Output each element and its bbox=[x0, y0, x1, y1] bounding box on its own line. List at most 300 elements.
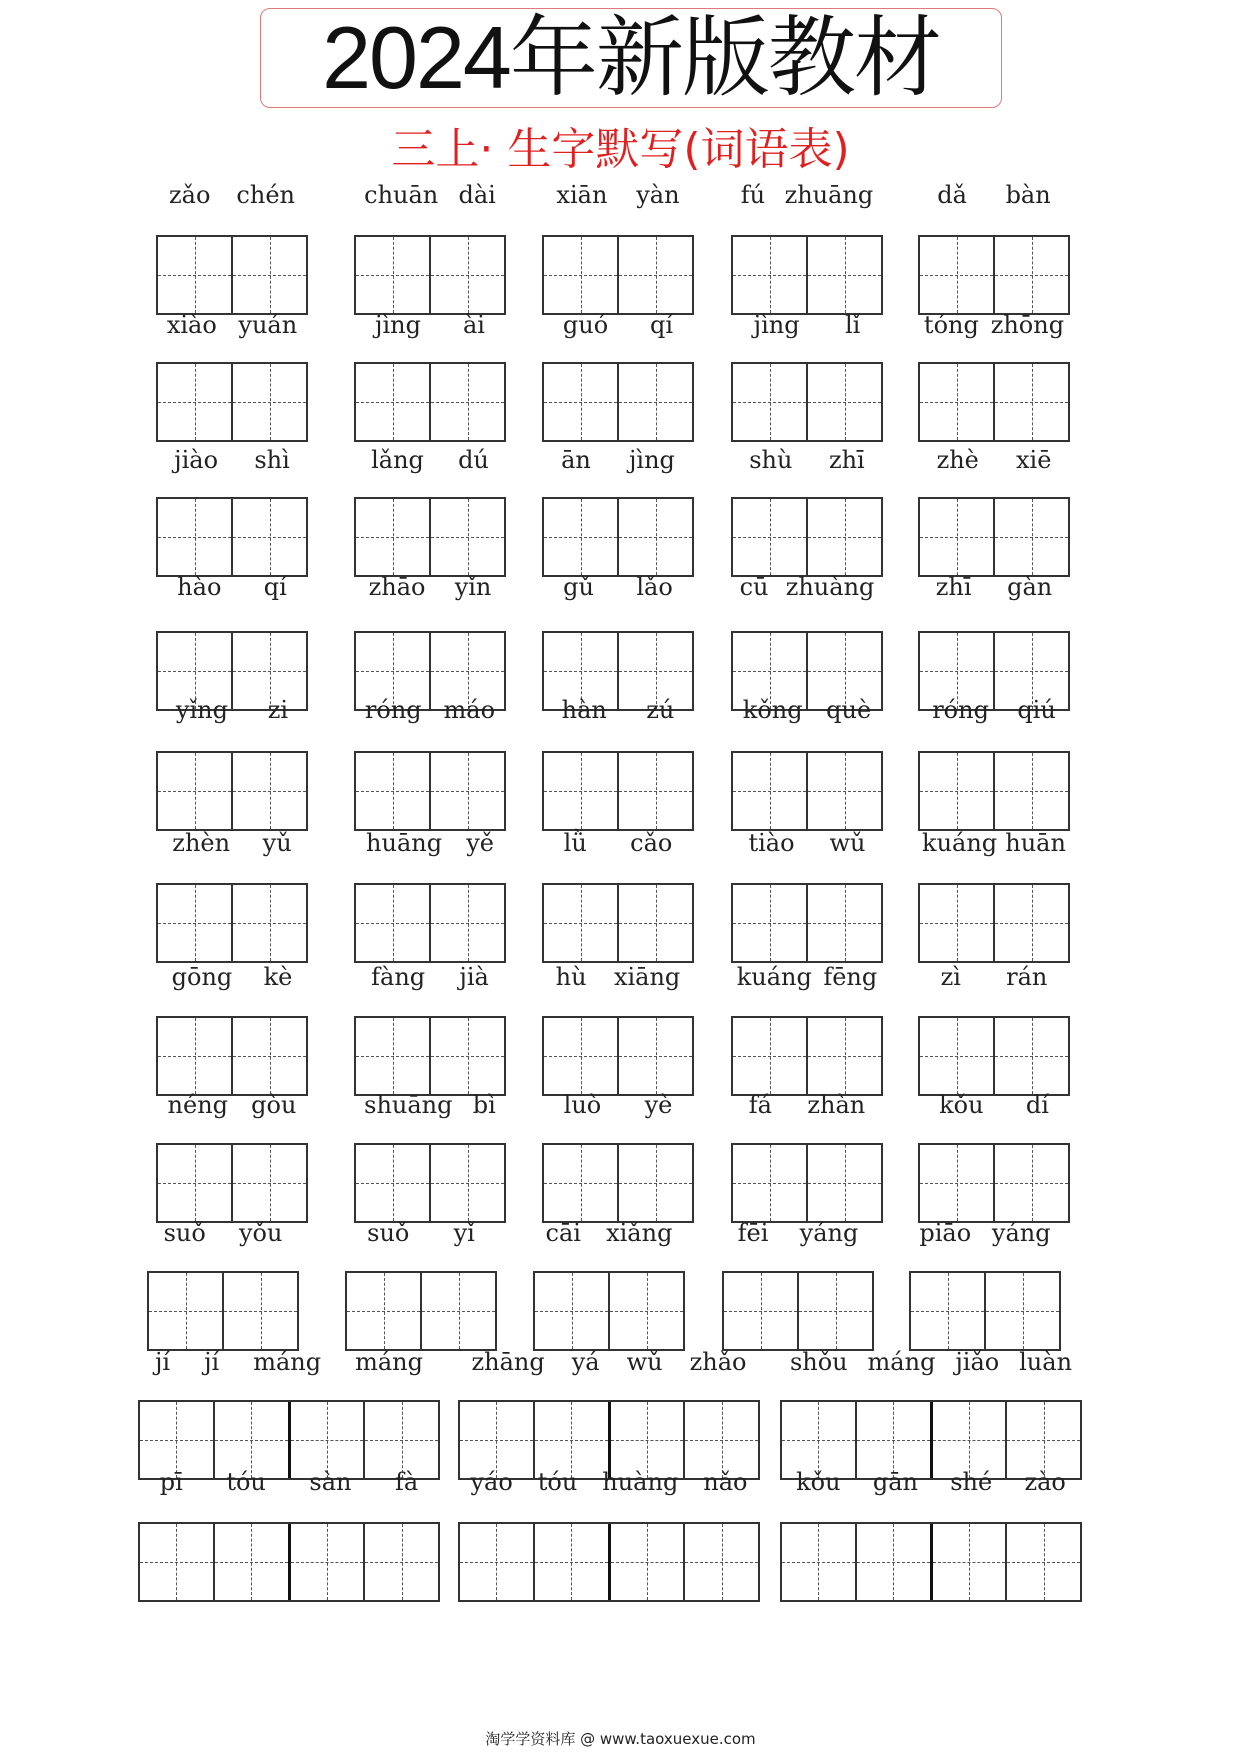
tianzige-cell[interactable] bbox=[158, 1018, 233, 1094]
pinyin-label bbox=[780, 1467, 1082, 1497]
tianzige-cell[interactable] bbox=[733, 753, 808, 829]
pinyin-syllable: tóu bbox=[537, 1468, 578, 1496]
writing-grid bbox=[909, 1271, 1061, 1351]
tianzige-cell[interactable] bbox=[995, 753, 1068, 829]
tianzige-cell[interactable] bbox=[619, 237, 692, 313]
tianzige-cell[interactable] bbox=[215, 1524, 291, 1600]
pinyin-syllable: yáo bbox=[470, 1468, 513, 1496]
pinyin-syllable: guó bbox=[562, 311, 609, 339]
writing-grid bbox=[156, 1016, 308, 1096]
pinyin-syllable: máng bbox=[253, 1348, 322, 1376]
pinyin-syllable: gān bbox=[872, 1468, 918, 1496]
pinyin-syllable: luàn bbox=[1019, 1348, 1073, 1376]
pinyin-syllable: kè bbox=[263, 963, 293, 991]
pinyin-syllable: yáng bbox=[799, 1219, 859, 1247]
pinyin-label bbox=[542, 310, 694, 340]
tianzige-cell[interactable] bbox=[233, 364, 306, 440]
tianzige-cell[interactable] bbox=[356, 237, 431, 313]
pinyin-syllable: zhōng bbox=[990, 311, 1065, 339]
tianzige-cell[interactable] bbox=[808, 1145, 881, 1221]
pinyin-syllable: máo bbox=[443, 696, 496, 724]
pinyin-syllable: dú bbox=[458, 446, 489, 474]
pinyin-syllable: gǔ bbox=[563, 573, 594, 601]
tianzige-cell[interactable] bbox=[619, 1018, 692, 1094]
tianzige-cell[interactable] bbox=[808, 364, 881, 440]
tianzige-cell[interactable] bbox=[431, 753, 504, 829]
writing-grid bbox=[354, 235, 506, 315]
pinyin-syllable: què bbox=[826, 696, 872, 724]
pinyin-syllable: ān bbox=[561, 446, 591, 474]
writing-grid bbox=[156, 497, 308, 577]
tianzige-cell[interactable] bbox=[291, 1524, 366, 1600]
pinyin-syllable: luò bbox=[563, 1091, 602, 1119]
writing-grid bbox=[533, 1271, 685, 1351]
pinyin-label bbox=[731, 572, 883, 602]
pinyin-label bbox=[156, 572, 308, 602]
pinyin-syllable: zào bbox=[1024, 1468, 1066, 1496]
pinyin-syllable: shǒu bbox=[789, 1348, 848, 1376]
pinyin-syllable: jí bbox=[204, 1348, 220, 1376]
pinyin-label bbox=[354, 445, 506, 475]
writing-grid bbox=[731, 883, 883, 963]
writing-grid bbox=[731, 235, 883, 315]
tianzige-cell[interactable] bbox=[782, 1524, 857, 1600]
pinyin-label bbox=[156, 180, 308, 210]
writing-grid bbox=[345, 1271, 497, 1351]
pinyin-syllable: jià bbox=[459, 963, 489, 991]
pinyin-label bbox=[731, 962, 883, 992]
pinyin-label bbox=[533, 1218, 685, 1248]
pinyin-syllable: jìng bbox=[628, 446, 675, 474]
pinyin-syllable: bì bbox=[472, 1091, 496, 1119]
pinyin-label bbox=[731, 445, 883, 475]
pinyin-syllable: máng bbox=[867, 1348, 936, 1376]
tianzige-cell[interactable] bbox=[799, 1273, 872, 1349]
tianzige-cell[interactable] bbox=[920, 364, 995, 440]
pinyin-syllable: lǐ bbox=[844, 311, 861, 339]
pinyin-syllable: yǐ bbox=[453, 1219, 475, 1247]
writing-grid bbox=[354, 751, 506, 831]
title-frame bbox=[260, 8, 1002, 108]
tianzige-cell[interactable] bbox=[685, 1524, 758, 1600]
tianzige-cell[interactable] bbox=[140, 1524, 215, 1600]
pinyin-syllable: lǜ bbox=[563, 829, 587, 857]
tianzige-cell[interactable] bbox=[1007, 1524, 1080, 1600]
pinyin-syllable: yàn bbox=[636, 181, 680, 209]
writing-grid bbox=[918, 362, 1070, 442]
tianzige-cell[interactable] bbox=[733, 885, 808, 961]
writing-grid bbox=[731, 751, 883, 831]
pinyin-syllable: yǔ bbox=[262, 829, 292, 857]
tianzige-cell[interactable] bbox=[149, 1273, 224, 1349]
pinyin-syllable: nǎo bbox=[703, 1468, 748, 1496]
tianzige-cell[interactable] bbox=[995, 364, 1068, 440]
tianzige-cell[interactable] bbox=[808, 753, 881, 829]
pinyin-label bbox=[542, 572, 694, 602]
writing-grid bbox=[731, 362, 883, 442]
footer-credit: 淘学学资料库 @ www.taoxuexue.com bbox=[485, 1730, 756, 1748]
pinyin-syllable: yǐng bbox=[175, 696, 228, 724]
writing-grid bbox=[542, 751, 694, 831]
tianzige-cell[interactable] bbox=[158, 364, 233, 440]
pinyin-syllable: shé bbox=[950, 1468, 993, 1496]
tianzige-cell[interactable] bbox=[233, 499, 306, 575]
tianzige-cell[interactable] bbox=[920, 1018, 995, 1094]
writing-grid bbox=[542, 235, 694, 315]
pinyin-syllable: zhǎo bbox=[689, 1348, 747, 1376]
pinyin-syllable: fēi bbox=[737, 1219, 769, 1247]
writing-grid bbox=[780, 1522, 1082, 1602]
tianzige-cell[interactable] bbox=[224, 1273, 297, 1349]
pinyin-syllable: róng bbox=[932, 696, 989, 724]
writing-grid bbox=[918, 235, 1070, 315]
pinyin-syllable: máng bbox=[355, 1348, 423, 1376]
tianzige-cell[interactable] bbox=[619, 885, 692, 961]
pinyin-label bbox=[918, 695, 1070, 725]
tianzige-cell[interactable] bbox=[233, 237, 306, 313]
pinyin-syllable: piāo bbox=[919, 1219, 972, 1247]
pinyin-syllable: yuán bbox=[238, 311, 298, 339]
pinyin-syllable: gòu bbox=[251, 1091, 297, 1119]
pinyin-syllable: yáng bbox=[991, 1219, 1051, 1247]
tianzige-cell[interactable] bbox=[544, 885, 619, 961]
writing-grid bbox=[918, 883, 1070, 963]
tianzige-cell[interactable] bbox=[724, 1273, 799, 1349]
pinyin-syllable: zi bbox=[267, 696, 289, 724]
pinyin-syllable: suǒ bbox=[367, 1219, 410, 1247]
writing-grid bbox=[138, 1522, 440, 1602]
pinyin-syllable: sàn bbox=[309, 1468, 352, 1496]
pinyin-label bbox=[354, 572, 506, 602]
tianzige-cell[interactable] bbox=[422, 1273, 495, 1349]
tianzige-cell[interactable] bbox=[544, 1145, 619, 1221]
tianzige-cell[interactable] bbox=[544, 364, 619, 440]
pinyin-syllable: rán bbox=[1006, 963, 1048, 991]
pinyin-syllable: yè bbox=[644, 1091, 673, 1119]
writing-grid bbox=[156, 883, 308, 963]
tianzige-cell[interactable] bbox=[733, 1018, 808, 1094]
writing-grid bbox=[542, 1016, 694, 1096]
tianzige-cell[interactable] bbox=[431, 1145, 504, 1221]
tianzige-cell[interactable] bbox=[356, 885, 431, 961]
pinyin-label bbox=[542, 695, 694, 725]
pinyin-syllable: qí bbox=[263, 573, 287, 601]
writing-grid bbox=[918, 497, 1070, 577]
pinyin-label bbox=[542, 445, 694, 475]
tianzige-cell[interactable] bbox=[356, 1145, 431, 1221]
pinyin-label bbox=[542, 180, 694, 210]
pinyin-syllable: zhèn bbox=[172, 829, 231, 857]
tianzige-cell[interactable] bbox=[808, 499, 881, 575]
tianzige-cell[interactable] bbox=[431, 1018, 504, 1094]
tianzige-cell[interactable] bbox=[233, 1145, 306, 1221]
pinyin-syllable: zhuāng bbox=[784, 181, 874, 209]
tianzige-cell[interactable] bbox=[544, 753, 619, 829]
tianzige-cell[interactable] bbox=[920, 885, 995, 961]
tianzige-cell[interactable] bbox=[356, 753, 431, 829]
tianzige-cell[interactable] bbox=[733, 237, 808, 313]
pinyin-syllable: zì bbox=[940, 963, 961, 991]
pinyin-label bbox=[918, 828, 1070, 858]
pinyin-syllable: fà bbox=[395, 1468, 419, 1496]
tianzige-cell[interactable] bbox=[733, 499, 808, 575]
pinyin-label bbox=[138, 1347, 440, 1377]
writing-grid bbox=[542, 497, 694, 577]
tianzige-cell[interactable] bbox=[356, 1018, 431, 1094]
writing-grid bbox=[731, 1143, 883, 1223]
pinyin-syllable: huāng bbox=[366, 829, 443, 857]
writing-grid bbox=[542, 1143, 694, 1223]
pinyin-syllable: xiāng bbox=[613, 963, 681, 991]
pinyin-syllable: dí bbox=[1025, 1091, 1049, 1119]
tianzige-cell[interactable] bbox=[544, 1018, 619, 1094]
writing-grid bbox=[918, 751, 1070, 831]
pinyin-syllable: yá bbox=[571, 1348, 600, 1376]
tianzige-cell[interactable] bbox=[233, 1018, 306, 1094]
tianzige-cell[interactable] bbox=[356, 499, 431, 575]
pinyin-syllable: zhè bbox=[936, 446, 979, 474]
pinyin-syllable: fēng bbox=[823, 963, 878, 991]
pinyin-syllable: wǔ bbox=[626, 1348, 663, 1376]
tianzige-cell[interactable] bbox=[995, 1018, 1068, 1094]
pinyin-syllable: tóu bbox=[226, 1468, 266, 1496]
pinyin-label bbox=[458, 1467, 760, 1497]
pinyin-syllable: zǎo bbox=[169, 181, 211, 209]
tianzige-cell[interactable] bbox=[233, 885, 306, 961]
tianzige-cell[interactable] bbox=[158, 753, 233, 829]
tianzige-cell[interactable] bbox=[857, 1524, 933, 1600]
tianzige-cell[interactable] bbox=[158, 237, 233, 313]
pinyin-label bbox=[354, 1090, 506, 1120]
pinyin-syllable: tiào bbox=[748, 829, 795, 857]
pinyin-syllable: tóng bbox=[923, 311, 979, 339]
pinyin-label bbox=[138, 1467, 440, 1497]
pinyin-syllable: chuān bbox=[364, 181, 439, 209]
pinyin-syllable: zhuàng bbox=[785, 573, 875, 601]
pinyin-syllable: zhāo bbox=[368, 573, 426, 601]
tianzige-cell[interactable] bbox=[158, 885, 233, 961]
pinyin-syllable: xiān bbox=[556, 181, 608, 209]
writing-grid bbox=[354, 1016, 506, 1096]
pinyin-syllable: shù bbox=[749, 446, 793, 474]
pinyin-syllable: xiē bbox=[1016, 446, 1052, 474]
pinyin-label bbox=[156, 445, 308, 475]
pinyin-syllable: kuáng bbox=[922, 829, 998, 857]
writing-grid bbox=[918, 1016, 1070, 1096]
pinyin-syllable: fú bbox=[740, 181, 766, 209]
pinyin-syllable: hào bbox=[177, 573, 222, 601]
tianzige-cell[interactable] bbox=[544, 237, 619, 313]
pinyin-syllable: jiǎo bbox=[955, 1348, 1000, 1376]
pinyin-label bbox=[354, 828, 506, 858]
pinyin-syllable: shì bbox=[254, 446, 290, 474]
pinyin-label bbox=[345, 1218, 497, 1248]
pinyin-syllable: yě bbox=[466, 829, 494, 857]
pinyin-syllable: bàn bbox=[1005, 181, 1051, 209]
tianzige-cell[interactable] bbox=[619, 499, 692, 575]
tianzige-cell[interactable] bbox=[611, 1524, 686, 1600]
writing-grid bbox=[354, 1143, 506, 1223]
tianzige-cell[interactable] bbox=[460, 1524, 535, 1600]
writing-grid bbox=[722, 1271, 874, 1351]
pinyin-syllable: jìng bbox=[375, 311, 421, 339]
pinyin-label bbox=[354, 962, 506, 992]
writing-grid bbox=[147, 1271, 299, 1351]
tianzige-cell[interactable] bbox=[158, 1145, 233, 1221]
tianzige-cell[interactable] bbox=[808, 237, 881, 313]
pinyin-syllable: yǐn bbox=[454, 573, 492, 601]
pinyin-syllable: fá bbox=[748, 1091, 772, 1119]
pinyin-syllable: dǎ bbox=[937, 181, 967, 209]
pinyin-syllable: xiǎng bbox=[606, 1219, 673, 1247]
tianzige-cell[interactable] bbox=[995, 237, 1068, 313]
pinyin-syllable: xiào bbox=[166, 311, 217, 339]
pinyin-label bbox=[918, 180, 1070, 210]
tianzige-cell[interactable] bbox=[986, 1273, 1059, 1349]
pinyin-syllable: huàng bbox=[602, 1468, 679, 1496]
writing-grid bbox=[354, 497, 506, 577]
pinyin-label bbox=[731, 1090, 883, 1120]
pinyin-label bbox=[722, 1218, 874, 1248]
tianzige-cell[interactable] bbox=[535, 1524, 611, 1600]
writing-grid bbox=[542, 362, 694, 442]
tianzige-cell[interactable] bbox=[920, 237, 995, 313]
pinyin-label bbox=[156, 695, 308, 725]
tianzige-cell[interactable] bbox=[995, 499, 1068, 575]
pinyin-syllable: wǔ bbox=[829, 829, 866, 857]
tianzige-cell[interactable] bbox=[431, 237, 504, 313]
pinyin-syllable: jiào bbox=[174, 446, 219, 474]
pinyin-syllable: néng bbox=[167, 1091, 229, 1119]
pinyin-label bbox=[354, 310, 506, 340]
pinyin-label bbox=[156, 828, 308, 858]
tianzige-cell[interactable] bbox=[808, 885, 881, 961]
writing-grid bbox=[542, 883, 694, 963]
tianzige-cell[interactable] bbox=[535, 1273, 610, 1349]
pinyin-label bbox=[542, 1090, 694, 1120]
pinyin-label bbox=[780, 1347, 1082, 1377]
pinyin-label bbox=[918, 572, 1070, 602]
tianzige-cell[interactable] bbox=[347, 1273, 422, 1349]
tianzige-cell[interactable] bbox=[431, 885, 504, 961]
tianzige-cell[interactable] bbox=[808, 1018, 881, 1094]
tianzige-cell[interactable] bbox=[933, 1524, 1008, 1600]
pinyin-syllable: ài bbox=[462, 311, 485, 339]
tianzige-cell[interactable] bbox=[233, 753, 306, 829]
pinyin-syllable: suǒ bbox=[163, 1219, 206, 1247]
pinyin-syllable: zhàn bbox=[807, 1091, 866, 1119]
pinyin-syllable: yǒu bbox=[238, 1219, 283, 1247]
writing-grid bbox=[156, 751, 308, 831]
tianzige-cell[interactable] bbox=[995, 885, 1068, 961]
pinyin-label bbox=[354, 180, 506, 210]
tianzige-cell[interactable] bbox=[619, 1145, 692, 1221]
pinyin-label bbox=[918, 962, 1070, 992]
pinyin-label bbox=[542, 828, 694, 858]
writing-grid bbox=[354, 883, 506, 963]
tianzige-cell[interactable] bbox=[431, 499, 504, 575]
pinyin-syllable: zhāng bbox=[471, 1348, 545, 1376]
pinyin-syllable: cǎo bbox=[630, 829, 673, 857]
pinyin-syllable: hù bbox=[555, 963, 587, 991]
pinyin-syllable: pī bbox=[159, 1468, 183, 1496]
tianzige-cell[interactable] bbox=[920, 1145, 995, 1221]
page-title: 2024年新版教材 bbox=[322, 8, 940, 107]
pinyin-label bbox=[458, 1347, 760, 1377]
tianzige-cell[interactable] bbox=[920, 753, 995, 829]
pinyin-syllable: zhī bbox=[935, 573, 972, 601]
pinyin-label bbox=[731, 180, 883, 210]
pinyin-label bbox=[909, 1218, 1061, 1248]
pinyin-syllable: cāi bbox=[545, 1219, 581, 1247]
pinyin-syllable: róng bbox=[364, 696, 422, 724]
pinyin-label bbox=[156, 962, 308, 992]
writing-grid bbox=[354, 362, 506, 442]
pinyin-syllable: hàn bbox=[561, 696, 607, 724]
pinyin-syllable: lǎng bbox=[371, 446, 424, 474]
tianzige-cell[interactable] bbox=[911, 1273, 986, 1349]
pinyin-label bbox=[731, 310, 883, 340]
pinyin-syllable: kuáng bbox=[736, 963, 812, 991]
pinyin-syllable: kǒng bbox=[742, 696, 803, 724]
pinyin-syllable: zhī bbox=[828, 446, 865, 474]
tianzige-cell[interactable] bbox=[544, 499, 619, 575]
pinyin-syllable: kǒu bbox=[796, 1468, 841, 1496]
tianzige-cell[interactable] bbox=[619, 364, 692, 440]
pinyin-syllable: kǒu bbox=[939, 1091, 984, 1119]
tianzige-cell[interactable] bbox=[158, 499, 233, 575]
pinyin-label bbox=[542, 962, 694, 992]
tianzige-cell[interactable] bbox=[995, 1145, 1068, 1221]
pinyin-syllable: qí bbox=[650, 311, 674, 339]
pinyin-label bbox=[156, 310, 308, 340]
tianzige-cell[interactable] bbox=[733, 364, 808, 440]
pinyin-syllable: dài bbox=[458, 181, 496, 209]
pinyin-label bbox=[147, 1218, 299, 1248]
tianzige-cell[interactable] bbox=[733, 1145, 808, 1221]
tianzige-cell[interactable] bbox=[920, 499, 995, 575]
pinyin-syllable: lǎo bbox=[636, 573, 673, 601]
pinyin-label bbox=[156, 1090, 308, 1120]
tianzige-cell[interactable] bbox=[610, 1273, 683, 1349]
pinyin-syllable: chén bbox=[236, 181, 295, 209]
pinyin-syllable: gàn bbox=[1007, 573, 1053, 601]
page-subtitle: 三上· 生字默写(词语表) bbox=[391, 124, 850, 175]
pinyin-label bbox=[731, 695, 883, 725]
pinyin-syllable: qiú bbox=[1017, 696, 1056, 724]
tianzige-cell[interactable] bbox=[619, 753, 692, 829]
tianzige-cell[interactable] bbox=[356, 364, 431, 440]
pinyin-label bbox=[731, 828, 883, 858]
writing-grid bbox=[156, 362, 308, 442]
pinyin-syllable: jí bbox=[154, 1348, 171, 1376]
pinyin-label bbox=[918, 445, 1070, 475]
tianzige-cell[interactable] bbox=[431, 364, 504, 440]
tianzige-cell[interactable] bbox=[365, 1524, 438, 1600]
writing-grid bbox=[918, 1143, 1070, 1223]
writing-grid bbox=[458, 1522, 760, 1602]
pinyin-syllable: cū bbox=[739, 573, 769, 601]
pinyin-syllable: fàng bbox=[371, 963, 426, 991]
pinyin-syllable: gōng bbox=[171, 963, 233, 991]
pinyin-label bbox=[918, 310, 1070, 340]
pinyin-syllable: shuāng bbox=[364, 1091, 453, 1119]
pinyin-syllable: huān bbox=[1005, 829, 1066, 857]
writing-grid bbox=[731, 497, 883, 577]
pinyin-syllable: jìng bbox=[753, 311, 800, 339]
writing-grid bbox=[156, 235, 308, 315]
writing-grid bbox=[731, 1016, 883, 1096]
